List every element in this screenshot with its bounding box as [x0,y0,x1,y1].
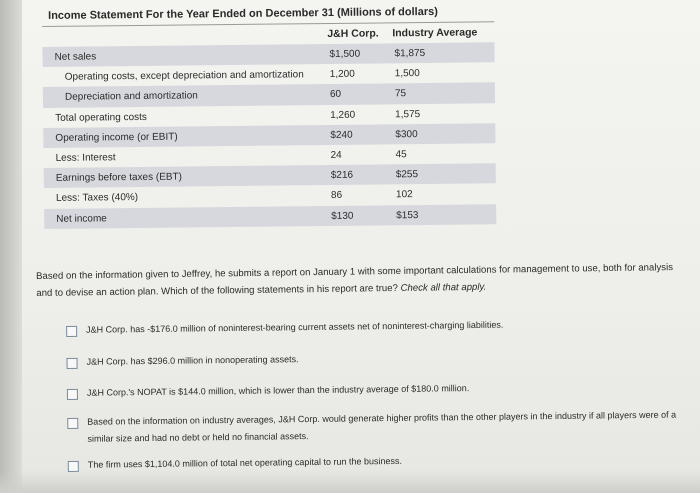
column-header-jh: J&H Corp. [327,27,379,41]
row-label: Operating costs, except depreciation and amortization [64,69,304,83]
option-label: J&H Corp. has $296.0 million in nonoperating assets. [86,354,299,367]
answer-option-1[interactable] [66,314,686,339]
row-label: Earnings before taxes (EBT) [55,171,183,184]
jh-value: 1,260 [330,109,356,121]
row-label: Less: Interest [55,152,116,164]
answer-options [66,310,688,474]
row-label: Total operating costs [55,111,147,124]
table-title: Income Statement For the Year Ended on December 31 (Millions of dollars) [42,1,494,27]
industry-value: $153 [396,209,419,221]
checkbox[interactable] [66,326,77,337]
row-label: Net sales [54,51,97,63]
industry-value: 45 [395,149,407,161]
industry-value: $300 [395,128,418,141]
checkbox[interactable] [67,418,78,429]
jh-value: $1,500 [329,48,361,60]
jh-value: 1,200 [329,68,355,81]
screen-edge [0,0,22,493]
industry-value: 1,575 [395,108,421,120]
option-label: The firm uses $1,104.0 million of total net operating capital to run the business. [87,455,403,470]
option-label: J&H Corp. has -$176.0 million of noninterest-bearing current assets net of noninterest-charging liabilities. [86,319,504,335]
industry-value: 1,500 [394,68,420,80]
industry-value: 75 [394,88,407,100]
option-label: Based on the information on industry averages, J&H Corp. would generate higher profits than the other players in the industry if all players were of a similar size and had no debt or held no financial assets. [87,409,677,444]
photo-shadow [0,470,700,493]
row-label: Depreciation and amortization [64,90,198,104]
row-label: Less: Taxes (40%) [55,192,139,205]
jh-value: 86 [330,190,343,202]
industry-value: $255 [395,169,419,181]
row-label: Operating income (or EBIT) [55,131,178,144]
checkbox[interactable] [66,358,77,369]
table-row [44,204,496,229]
question-body: Based on the information given to Jeffrey, he submits a report on January 1 with some important calculations for management to use, both for analysis and to devise an action plan. Which of the following statements in his report are true? [36,262,674,299]
answer-option-2[interactable] [66,346,686,371]
answer-option-4[interactable] [67,406,687,448]
question-text [36,259,686,302]
industry-value: 102 [395,189,413,201]
jh-value: $240 [330,129,353,141]
option-label: J&H Corp.'s NOPAT is $144.0 million, which is lower than the industry average of $180.0 million. [86,383,470,398]
jh-value: 24 [330,149,342,161]
jh-value: $216 [330,169,354,182]
checkbox[interactable] [67,389,78,400]
row-label: Net income [56,212,107,225]
question-instruction: Check all that apply. [400,281,487,294]
jh-value: $130 [331,210,354,222]
income-statement-table [42,1,496,228]
column-header-industry: Industry Average [392,26,478,40]
industry-value: $1,875 [394,47,426,60]
answer-option-3[interactable] [67,377,687,402]
jh-value: 60 [329,89,342,101]
